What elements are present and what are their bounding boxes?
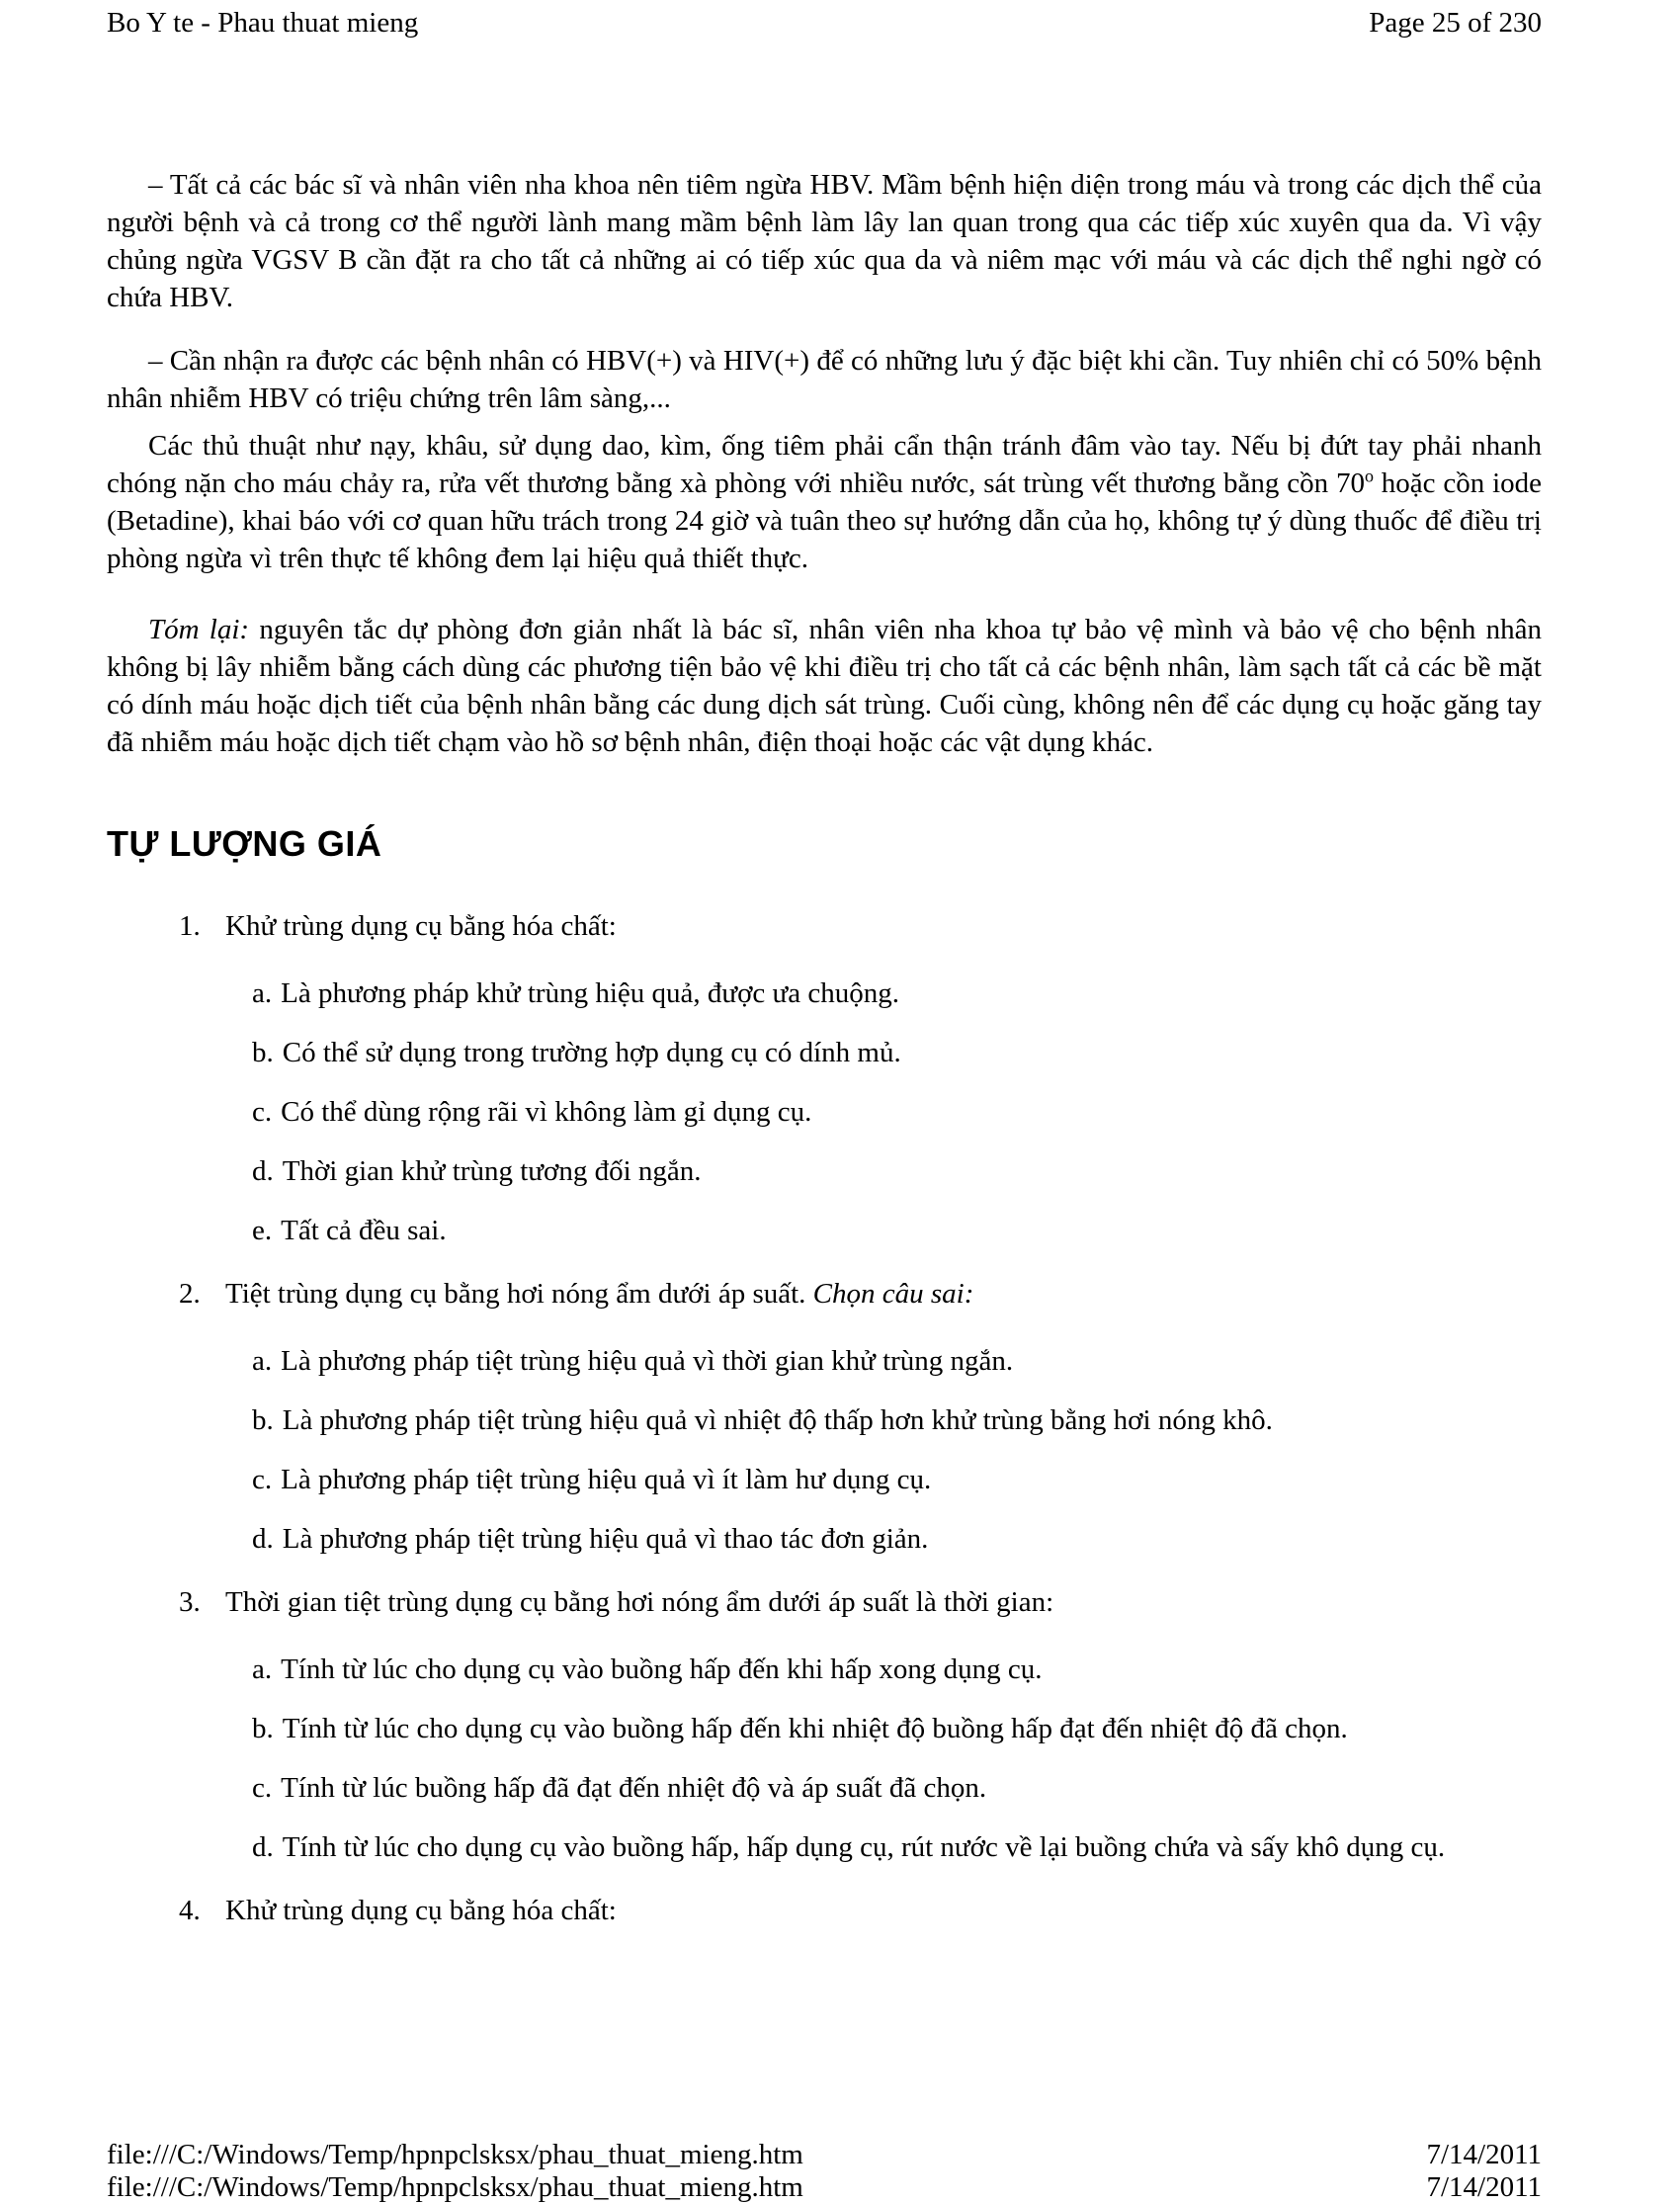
question-3-option-b [252,1710,1542,1747]
option-letter: a. [252,1345,273,1377]
body-paragraph-hbv-hiv-patients: – Cần nhận ra được các bệnh nhân có HBV(+) và HIV(+) để có những lưu ý đặc biệt khi cần. Tuy nhiên chỉ có 50% bệnh nhân nhiễm HBV có triệu chứng trên lâm sàng,... [107,345,1542,414]
question-3-text: Thời gian tiệt trùng dụng cụ bằng hơi nóng ẩm dưới áp suất là thời gian: [225,1586,1054,1618]
option-letter: d. [252,1831,274,1863]
question-1-option-c [252,1093,1542,1131]
section-heading-self-assessment: TỰ LƯỢNG GIÁ [107,823,382,864]
option-text: Tất cả đều sai. [281,1215,447,1246]
question-1-text: Khử trùng dụng cụ bằng hóa chất: [225,910,617,942]
option-letter: e. [252,1215,273,1246]
option-text: Có thể dùng rộng rãi vì không làm gỉ dụng cụ. [281,1096,812,1128]
question-2-option-d [252,1520,1542,1558]
question-2-number: 2. [179,1278,201,1310]
footer-date: 7/14/2011 [1426,2139,1542,2170]
paragraph-3-pre: Các thủ thuật như nạy, khâu, sử dụng dao, kìm, ống tiêm phải cẩn thận tránh đâm vào tay. Nếu bị đứt tay phải nhanh chóng nặn cho máu chảy ra, rửa vết thương bằng xà phòng với nhiều nước, sát trùng vết thương bằng cồn 70 [107,430,1542,499]
body-paragraph-hbv-vaccination: – Tất cả các bác sĩ và nhân viên nha khoa nên tiêm ngừa HBV. Mầm bệnh hiện diện trong máu và trong các dịch thể của người bệnh và cả trong cơ thể người lành mang mầm bệnh làm lây lan quan trong qua các tiếp xúc xuyên qua da. Vì vậy chủng ngừa VGSV B cần đặt ra cho tất cả những ai có tiếp xúc qua da và niêm mạc với máu và các dịch thể nghi ngờ có chứa HBV. [107,169,1542,313]
degree-superscript: o [1364,466,1374,486]
print-header [0,0,1680,40]
question-2-text: Tiệt trùng dụng cụ bằng hơi nóng ẩm dưới áp suất. [225,1278,813,1310]
question-4 [179,1892,1542,1929]
header-title: Bo Y te - Phau thuat mieng [107,7,419,39]
option-letter: a. [252,977,273,1009]
option-letter: b. [252,1404,274,1436]
option-letter: b. [252,1713,274,1744]
option-text: Tính từ lúc cho dụng cụ vào buồng hấp đến khi nhiệt độ buồng hấp đạt đến nhiệt độ đã chọn. [282,1713,1348,1744]
clipped-footer-file-path: file:///C:/Windows/Temp/hpnpclsksx/phau_thuat_mieng.htm [107,2171,803,2203]
question-1-number: 1. [179,910,201,942]
option-text: Là phương pháp khử trùng hiệu quả, được ưa chuộng. [281,977,900,1009]
question-1-option-b [252,1034,1542,1071]
option-text: Có thể sử dụng trong trường hợp dụng cụ có dính mủ. [282,1037,901,1068]
print-footer [107,2138,1542,2171]
paragraph-4-rest: nguyên tắc dự phòng đơn giản nhất là bác sĩ, nhân viên nha khoa tự bảo vệ mình và bảo vệ cho bệnh nhân không bị lây nhiễm bằng cách dùng các phương tiện bảo vệ khi điều trị cho tất cả các bệnh nhân, làm sạch tất cả các bề mặt có dính máu hoặc dịch tiết của bệnh nhân bằng các dung dịch sát trùng. Cuối cùng, không nên để các dụng cụ hoặc găng tay đã nhiễm máu hoặc dịch tiết chạm vào hồ sơ bệnh nhân, điện thoại hoặc các vật dụng khác. [107,614,1543,758]
option-text: Tính từ lúc cho dụng cụ vào buồng hấp, hấp dụng cụ, rút nước về lại buồng chứa và sấy khô dụng cụ. [282,1831,1446,1863]
document-content [107,166,1542,1929]
question-3-option-d [252,1828,1542,1866]
question-4-text: Khử trùng dụng cụ bằng hóa chất: [225,1895,617,1926]
option-letter: c. [252,1772,273,1804]
question-2-option-b [252,1401,1542,1439]
option-letter: d. [252,1155,274,1187]
clipped-next-page-footer [107,2170,1542,2204]
option-letter: d. [252,1523,274,1555]
question-2-option-a [252,1342,1542,1380]
question-1-option-d [252,1152,1542,1190]
paragraph-3-post: hoặc cồn iode (Betadine), khai báo với cơ quan hữu trách trong 24 giờ và tuân theo sự hướng dẫn của họ, không tự ý dùng thuốc để điều trị phòng ngừa vì trên thực tế không đem lại hiệu quả thiết thực. [107,467,1543,574]
question-4-number: 4. [179,1895,201,1926]
question-1-option-e [252,1212,1542,1249]
body-paragraph-needle-injury [107,427,1542,577]
footer-file-path: file:///C:/Windows/Temp/hpnpclsksx/phau_thuat_mieng.htm [107,2139,803,2170]
option-letter: a. [252,1653,273,1685]
option-letter: c. [252,1464,273,1495]
option-text: Là phương pháp tiệt trùng hiệu quả vì thời gian khử trùng ngắn. [281,1345,1014,1377]
body-paragraph-summary [107,611,1542,761]
option-text: Là phương pháp tiệt trùng hiệu quả vì thao tác đơn giản. [282,1523,929,1555]
option-text: Tính từ lúc buồng hấp đã đạt đến nhiệt độ và áp suất đã chọn. [281,1772,987,1804]
option-text: Tính từ lúc cho dụng cụ vào buồng hấp đến khi hấp xong dụng cụ. [281,1653,1043,1685]
option-text: Thời gian khử trùng tương đối ngắn. [282,1155,702,1187]
page-number: Page 25 of 230 [1369,7,1542,39]
question-1 [179,907,1542,945]
question-3-option-c [252,1769,1542,1807]
question-3 [179,1583,1542,1621]
option-text: Là phương pháp tiệt trùng hiệu quả vì ít làm hư dụng cụ. [281,1464,932,1495]
option-text: Là phương pháp tiệt trùng hiệu quả vì nhiệt độ thấp hơn khử trùng bằng hơi nóng khô. [282,1404,1273,1436]
question-1-option-a [252,975,1542,1012]
question-3-number: 3. [179,1586,201,1618]
question-3-option-a [252,1651,1542,1688]
question-2 [179,1275,1542,1313]
option-letter: b. [252,1037,274,1068]
question-2-option-c [252,1461,1542,1498]
paragraph-4-lead-italic: Tóm lại: [148,614,250,645]
clipped-footer-date: 7/14/2011 [1426,2171,1542,2203]
option-letter: c. [252,1096,273,1128]
question-2-text-italic: Chọn câu sai: [812,1278,974,1310]
